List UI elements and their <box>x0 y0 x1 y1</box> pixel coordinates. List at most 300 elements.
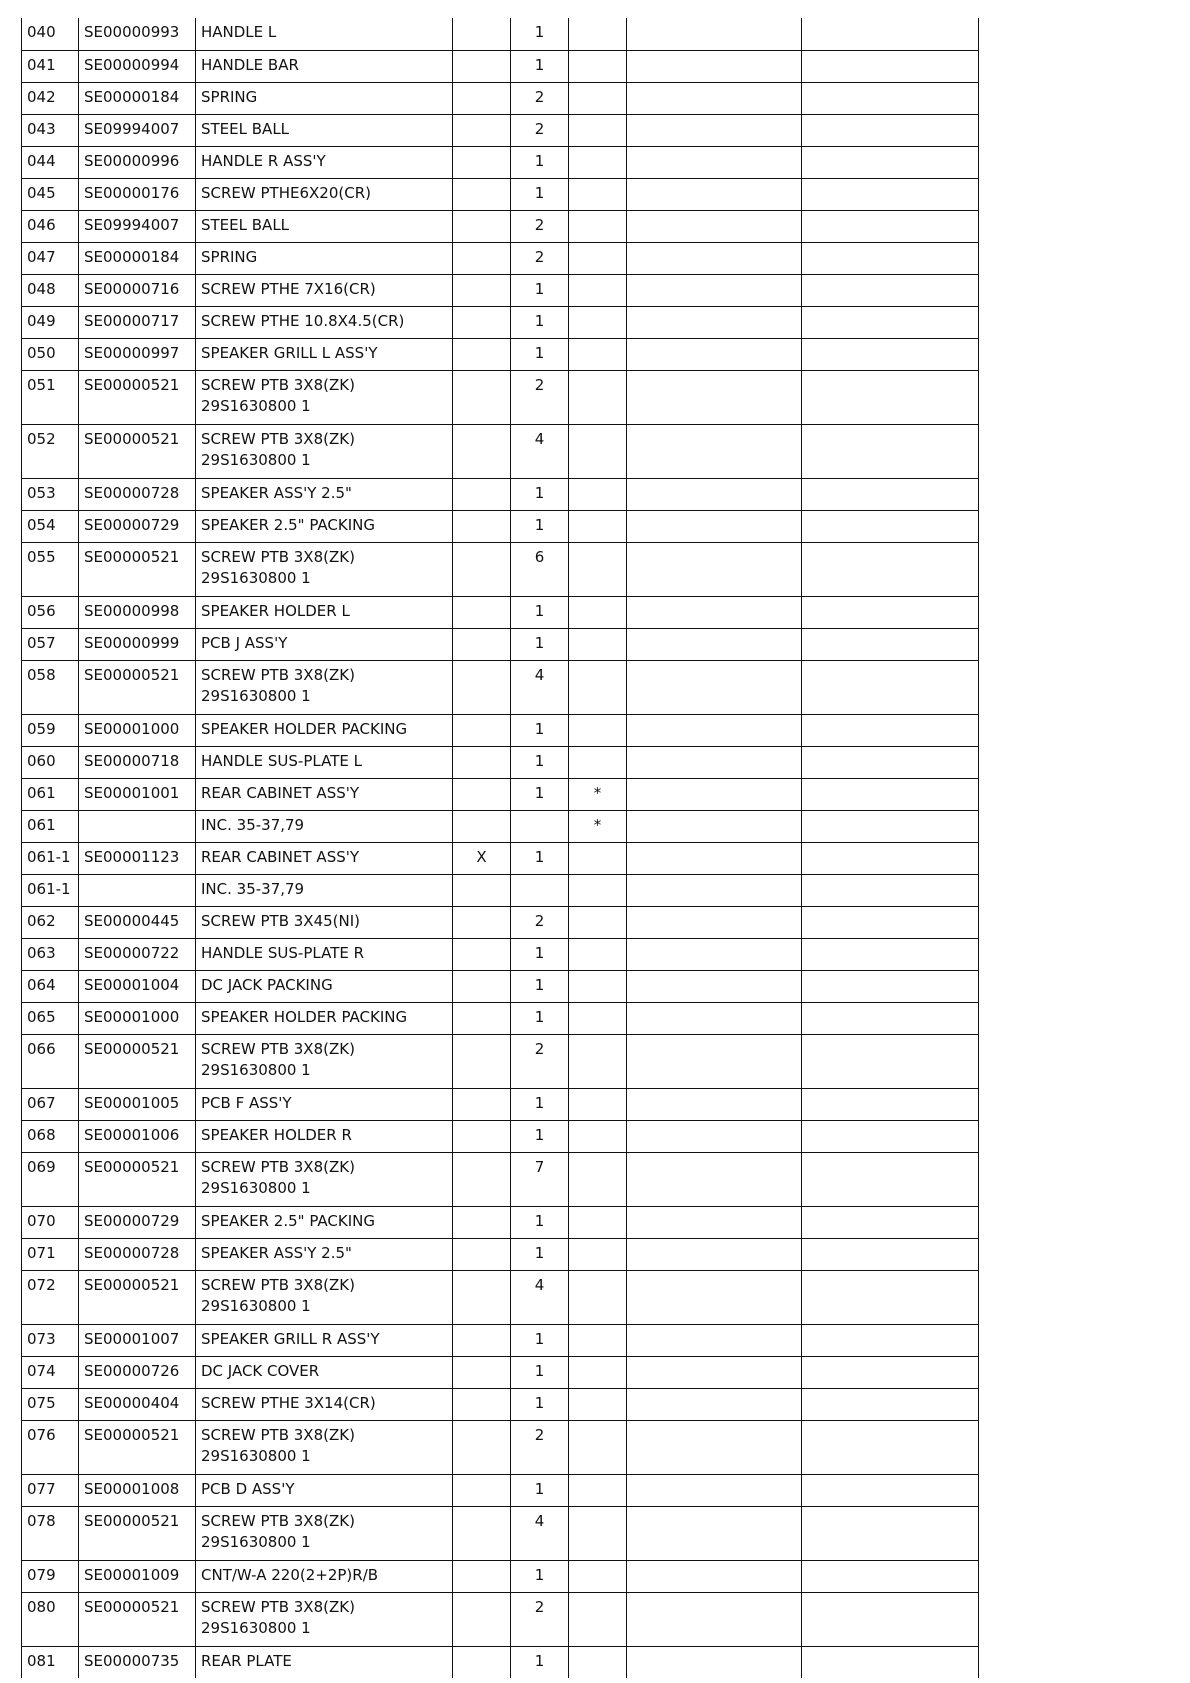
empty-cell <box>627 274 802 306</box>
table-row <box>22 542 979 596</box>
empty-cell <box>802 178 979 210</box>
table-row <box>22 1120 979 1152</box>
x-mark <box>453 542 511 596</box>
asterisk-mark <box>569 178 627 210</box>
part-description: SCREW PTB 3X8(ZK) 29S1630800 1 <box>196 542 453 596</box>
asterisk-mark <box>569 1356 627 1388</box>
empty-cell <box>802 906 979 938</box>
part-code: SE00000735 <box>79 1646 196 1678</box>
part-description: REAR CABINET ASS'Y <box>196 842 453 874</box>
part-code: SE00001008 <box>79 1474 196 1506</box>
item-number: 052 <box>22 424 79 478</box>
table-row <box>22 146 979 178</box>
table-row <box>22 660 979 714</box>
quantity: 1 <box>511 596 569 628</box>
empty-cell <box>802 1120 979 1152</box>
x-mark <box>453 1388 511 1420</box>
table-row <box>22 1506 979 1560</box>
x-mark <box>453 1420 511 1474</box>
item-number: 055 <box>22 542 79 596</box>
item-number: 057 <box>22 628 79 660</box>
quantity: 2 <box>511 114 569 146</box>
empty-cell <box>627 1002 802 1034</box>
quantity: 1 <box>511 1002 569 1034</box>
empty-cell <box>802 306 979 338</box>
x-mark <box>453 1034 511 1088</box>
quantity: 1 <box>511 778 569 810</box>
x-mark <box>453 1474 511 1506</box>
quantity: 1 <box>511 510 569 542</box>
item-number: 053 <box>22 478 79 510</box>
x-mark <box>453 906 511 938</box>
empty-cell <box>802 1324 979 1356</box>
part-description: SCREW PTB 3X8(ZK) 29S1630800 1 <box>196 1420 453 1474</box>
part-description: SCREW PTB 3X8(ZK) 29S1630800 1 <box>196 370 453 424</box>
part-description: STEEL BALL <box>196 210 453 242</box>
item-number: 040 <box>22 18 79 50</box>
item-number: 061 <box>22 778 79 810</box>
x-mark <box>453 242 511 274</box>
table-row <box>22 1088 979 1120</box>
part-code: SE00000996 <box>79 146 196 178</box>
x-mark <box>453 478 511 510</box>
x-mark <box>453 746 511 778</box>
quantity: 7 <box>511 1152 569 1206</box>
quantity: 1 <box>511 146 569 178</box>
x-mark <box>453 1120 511 1152</box>
part-description: SPEAKER HOLDER R <box>196 1120 453 1152</box>
table-row <box>22 82 979 114</box>
table-row <box>22 1592 979 1646</box>
empty-cell <box>802 1238 979 1270</box>
table-row <box>22 906 979 938</box>
part-description: HANDLE L <box>196 18 453 50</box>
quantity: 6 <box>511 542 569 596</box>
empty-cell <box>802 1646 979 1678</box>
part-code: SE00000404 <box>79 1388 196 1420</box>
empty-cell <box>802 842 979 874</box>
empty-cell <box>627 1474 802 1506</box>
asterisk-mark <box>569 146 627 178</box>
asterisk-mark: * <box>569 810 627 842</box>
quantity: 2 <box>511 1420 569 1474</box>
part-code: SE00000521 <box>79 370 196 424</box>
empty-cell <box>627 778 802 810</box>
asterisk-mark <box>569 1388 627 1420</box>
part-code: SE00001005 <box>79 1088 196 1120</box>
empty-cell <box>802 478 979 510</box>
x-mark <box>453 82 511 114</box>
part-description: SCREW PTB 3X8(ZK) 29S1630800 1 <box>196 660 453 714</box>
item-number: 066 <box>22 1034 79 1088</box>
table-row <box>22 1324 979 1356</box>
item-number: 079 <box>22 1560 79 1592</box>
empty-cell <box>802 114 979 146</box>
asterisk-mark <box>569 1088 627 1120</box>
part-description: DC JACK COVER <box>196 1356 453 1388</box>
part-description: SPEAKER ASS'Y 2.5" <box>196 478 453 510</box>
part-description: SPEAKER HOLDER PACKING <box>196 1002 453 1034</box>
part-code: SE00000521 <box>79 542 196 596</box>
empty-cell <box>802 628 979 660</box>
part-code: SE00001000 <box>79 714 196 746</box>
empty-cell <box>802 596 979 628</box>
empty-cell <box>802 1592 979 1646</box>
empty-cell <box>802 714 979 746</box>
quantity: 1 <box>511 50 569 82</box>
part-code: SE00000728 <box>79 1238 196 1270</box>
asterisk-mark <box>569 18 627 50</box>
empty-cell <box>802 1034 979 1088</box>
empty-cell <box>802 82 979 114</box>
part-code: SE00001000 <box>79 1002 196 1034</box>
quantity: 1 <box>511 938 569 970</box>
table-row <box>22 970 979 1002</box>
item-number: 065 <box>22 1002 79 1034</box>
table-row <box>22 1270 979 1324</box>
part-description: SPEAKER HOLDER PACKING <box>196 714 453 746</box>
part-code: SE00000521 <box>79 1034 196 1088</box>
asterisk-mark <box>569 82 627 114</box>
part-code: SE00000993 <box>79 18 196 50</box>
quantity: 4 <box>511 1506 569 1560</box>
empty-cell <box>627 1356 802 1388</box>
empty-cell <box>802 510 979 542</box>
empty-cell <box>627 542 802 596</box>
part-code: SE00000521 <box>79 1420 196 1474</box>
table-row <box>22 114 979 146</box>
empty-cell <box>627 970 802 1002</box>
item-number: 056 <box>22 596 79 628</box>
empty-cell <box>627 1088 802 1120</box>
parts-list-body <box>22 18 979 1678</box>
quantity: 1 <box>511 1356 569 1388</box>
table-row <box>22 778 979 810</box>
table-row <box>22 50 979 82</box>
part-description: SCREW PTB 3X8(ZK) 29S1630800 1 <box>196 1152 453 1206</box>
part-description: SPEAKER GRILL L ASS'Y <box>196 338 453 370</box>
part-code: SE00000994 <box>79 50 196 82</box>
part-code: SE00000521 <box>79 1270 196 1324</box>
empty-cell <box>627 50 802 82</box>
table-row <box>22 628 979 660</box>
quantity: 1 <box>511 1474 569 1506</box>
asterisk-mark <box>569 1506 627 1560</box>
quantity: 1 <box>511 746 569 778</box>
part-description: REAR CABINET ASS'Y <box>196 778 453 810</box>
empty-cell <box>627 1646 802 1678</box>
table-row <box>22 1238 979 1270</box>
table-row <box>22 1560 979 1592</box>
part-description: STEEL BALL <box>196 114 453 146</box>
empty-cell <box>627 1560 802 1592</box>
item-number: 054 <box>22 510 79 542</box>
quantity: 1 <box>511 1324 569 1356</box>
part-code: SE00001004 <box>79 970 196 1002</box>
empty-cell <box>802 50 979 82</box>
quantity: 4 <box>511 1270 569 1324</box>
part-code: SE00000521 <box>79 1506 196 1560</box>
empty-cell <box>802 810 979 842</box>
part-description: PCB F ASS'Y <box>196 1088 453 1120</box>
item-number: 042 <box>22 82 79 114</box>
empty-cell <box>802 18 979 50</box>
item-number: 070 <box>22 1206 79 1238</box>
x-mark <box>453 938 511 970</box>
asterisk-mark <box>569 274 627 306</box>
part-description: SPEAKER 2.5" PACKING <box>196 1206 453 1238</box>
part-description: SCREW PTB 3X8(ZK) 29S1630800 1 <box>196 424 453 478</box>
part-description: SCREW PTB 3X45(NI) <box>196 906 453 938</box>
x-mark <box>453 596 511 628</box>
item-number: 067 <box>22 1088 79 1120</box>
part-code: SE09994007 <box>79 210 196 242</box>
empty-cell <box>627 82 802 114</box>
quantity: 1 <box>511 1088 569 1120</box>
x-mark <box>453 1560 511 1592</box>
empty-cell <box>802 1506 979 1560</box>
table-row <box>22 810 979 842</box>
item-number: 045 <box>22 178 79 210</box>
quantity: 1 <box>511 628 569 660</box>
item-number: 058 <box>22 660 79 714</box>
empty-cell <box>802 746 979 778</box>
x-mark <box>453 370 511 424</box>
asterisk-mark <box>569 1002 627 1034</box>
x-mark <box>453 970 511 1002</box>
asterisk-mark <box>569 242 627 274</box>
part-code: SE00000716 <box>79 274 196 306</box>
asterisk-mark <box>569 114 627 146</box>
empty-cell <box>627 938 802 970</box>
empty-cell <box>627 306 802 338</box>
part-description: SCREW PTB 3X8(ZK) 29S1630800 1 <box>196 1034 453 1088</box>
asterisk-mark <box>569 1592 627 1646</box>
asterisk-mark <box>569 596 627 628</box>
empty-cell <box>627 1388 802 1420</box>
empty-cell <box>802 146 979 178</box>
table-row <box>22 478 979 510</box>
item-number: 073 <box>22 1324 79 1356</box>
table-row <box>22 424 979 478</box>
quantity: 2 <box>511 210 569 242</box>
part-description: SPEAKER GRILL R ASS'Y <box>196 1324 453 1356</box>
asterisk-mark <box>569 370 627 424</box>
x-mark <box>453 810 511 842</box>
x-mark: X <box>453 842 511 874</box>
x-mark <box>453 306 511 338</box>
empty-cell <box>627 1120 802 1152</box>
table-row <box>22 746 979 778</box>
empty-cell <box>627 874 802 906</box>
x-mark <box>453 778 511 810</box>
x-mark <box>453 1152 511 1206</box>
empty-cell <box>802 1088 979 1120</box>
part-code: SE00000521 <box>79 660 196 714</box>
x-mark <box>453 114 511 146</box>
x-mark <box>453 1506 511 1560</box>
empty-cell <box>802 1420 979 1474</box>
item-number: 081 <box>22 1646 79 1678</box>
table-row <box>22 370 979 424</box>
asterisk-mark <box>569 1560 627 1592</box>
quantity: 2 <box>511 370 569 424</box>
quantity: 1 <box>511 306 569 338</box>
item-number: 046 <box>22 210 79 242</box>
item-number: 080 <box>22 1592 79 1646</box>
asterisk-mark <box>569 970 627 1002</box>
asterisk-mark <box>569 338 627 370</box>
empty-cell <box>627 18 802 50</box>
item-number: 076 <box>22 1420 79 1474</box>
table-row <box>22 1420 979 1474</box>
quantity: 2 <box>511 906 569 938</box>
empty-cell <box>627 242 802 274</box>
empty-cell <box>627 1324 802 1356</box>
part-code: SE00000729 <box>79 1206 196 1238</box>
x-mark <box>453 178 511 210</box>
empty-cell <box>802 1356 979 1388</box>
part-code: SE00000729 <box>79 510 196 542</box>
quantity: 2 <box>511 1034 569 1088</box>
empty-cell <box>627 810 802 842</box>
table-row <box>22 18 979 50</box>
part-code: SE00000521 <box>79 424 196 478</box>
asterisk-mark <box>569 1206 627 1238</box>
table-row <box>22 938 979 970</box>
part-description: SCREW PTB 3X8(ZK) 29S1630800 1 <box>196 1270 453 1324</box>
quantity: 1 <box>511 274 569 306</box>
part-description: SCREW PTB 3X8(ZK) 29S1630800 1 <box>196 1592 453 1646</box>
empty-cell <box>627 1592 802 1646</box>
asterisk-mark <box>569 210 627 242</box>
item-number: 051 <box>22 370 79 424</box>
empty-cell <box>627 210 802 242</box>
empty-cell <box>627 1270 802 1324</box>
part-code <box>79 874 196 906</box>
parts-list-table <box>21 18 979 1678</box>
part-description: INC. 35-37,79 <box>196 810 453 842</box>
part-code: SE00001123 <box>79 842 196 874</box>
part-description: SPEAKER ASS'Y 2.5" <box>196 1238 453 1270</box>
x-mark <box>453 510 511 542</box>
empty-cell <box>802 274 979 306</box>
empty-cell <box>802 338 979 370</box>
x-mark <box>453 1646 511 1678</box>
table-row <box>22 596 979 628</box>
x-mark <box>453 660 511 714</box>
table-row <box>22 1388 979 1420</box>
quantity <box>511 810 569 842</box>
table-row <box>22 242 979 274</box>
x-mark <box>453 1088 511 1120</box>
item-number: 064 <box>22 970 79 1002</box>
part-code: SE00000998 <box>79 596 196 628</box>
part-description: INC. 35-37,79 <box>196 874 453 906</box>
asterisk-mark <box>569 542 627 596</box>
empty-cell <box>802 1388 979 1420</box>
part-description: SPRING <box>196 242 453 274</box>
empty-cell <box>627 1506 802 1560</box>
item-number: 061 <box>22 810 79 842</box>
part-code: SE00000521 <box>79 1592 196 1646</box>
part-code: SE00000999 <box>79 628 196 660</box>
item-number: 061-1 <box>22 874 79 906</box>
part-code: SE00001007 <box>79 1324 196 1356</box>
x-mark <box>453 1238 511 1270</box>
x-mark <box>453 1270 511 1324</box>
quantity: 1 <box>511 1646 569 1678</box>
empty-cell <box>627 146 802 178</box>
table-row <box>22 274 979 306</box>
empty-cell <box>627 178 802 210</box>
empty-cell <box>802 1270 979 1324</box>
empty-cell <box>802 210 979 242</box>
part-code: SE00000445 <box>79 906 196 938</box>
empty-cell <box>627 596 802 628</box>
part-description: PCB J ASS'Y <box>196 628 453 660</box>
quantity: 2 <box>511 1592 569 1646</box>
empty-cell <box>627 338 802 370</box>
asterisk-mark <box>569 628 627 660</box>
x-mark <box>453 1206 511 1238</box>
table-row <box>22 178 979 210</box>
x-mark <box>453 1356 511 1388</box>
empty-cell <box>802 874 979 906</box>
empty-cell <box>627 842 802 874</box>
asterisk-mark <box>569 1646 627 1678</box>
item-number: 059 <box>22 714 79 746</box>
quantity: 1 <box>511 1206 569 1238</box>
part-code <box>79 810 196 842</box>
part-description: REAR PLATE <box>196 1646 453 1678</box>
table-row <box>22 842 979 874</box>
table-row <box>22 874 979 906</box>
x-mark <box>453 18 511 50</box>
empty-cell <box>802 542 979 596</box>
empty-cell <box>627 746 802 778</box>
empty-cell <box>802 1002 979 1034</box>
empty-cell <box>802 370 979 424</box>
x-mark <box>453 50 511 82</box>
item-number: 060 <box>22 746 79 778</box>
item-number: 068 <box>22 1120 79 1152</box>
part-code: SE00000722 <box>79 938 196 970</box>
asterisk-mark <box>569 1152 627 1206</box>
table-row <box>22 306 979 338</box>
quantity: 1 <box>511 18 569 50</box>
asterisk-mark <box>569 50 627 82</box>
item-number: 063 <box>22 938 79 970</box>
asterisk-mark <box>569 1034 627 1088</box>
empty-cell <box>802 1560 979 1592</box>
quantity: 2 <box>511 82 569 114</box>
empty-cell <box>627 1238 802 1270</box>
item-number: 049 <box>22 306 79 338</box>
item-number: 047 <box>22 242 79 274</box>
part-description: SCREW PTHE 10.8X4.5(CR) <box>196 306 453 338</box>
quantity: 1 <box>511 1120 569 1152</box>
asterisk-mark <box>569 510 627 542</box>
part-code: SE00000184 <box>79 82 196 114</box>
quantity: 1 <box>511 842 569 874</box>
part-description: HANDLE SUS-PLATE L <box>196 746 453 778</box>
quantity: 4 <box>511 424 569 478</box>
asterisk-mark <box>569 1420 627 1474</box>
item-number: 044 <box>22 146 79 178</box>
empty-cell <box>627 628 802 660</box>
part-description: DC JACK PACKING <box>196 970 453 1002</box>
